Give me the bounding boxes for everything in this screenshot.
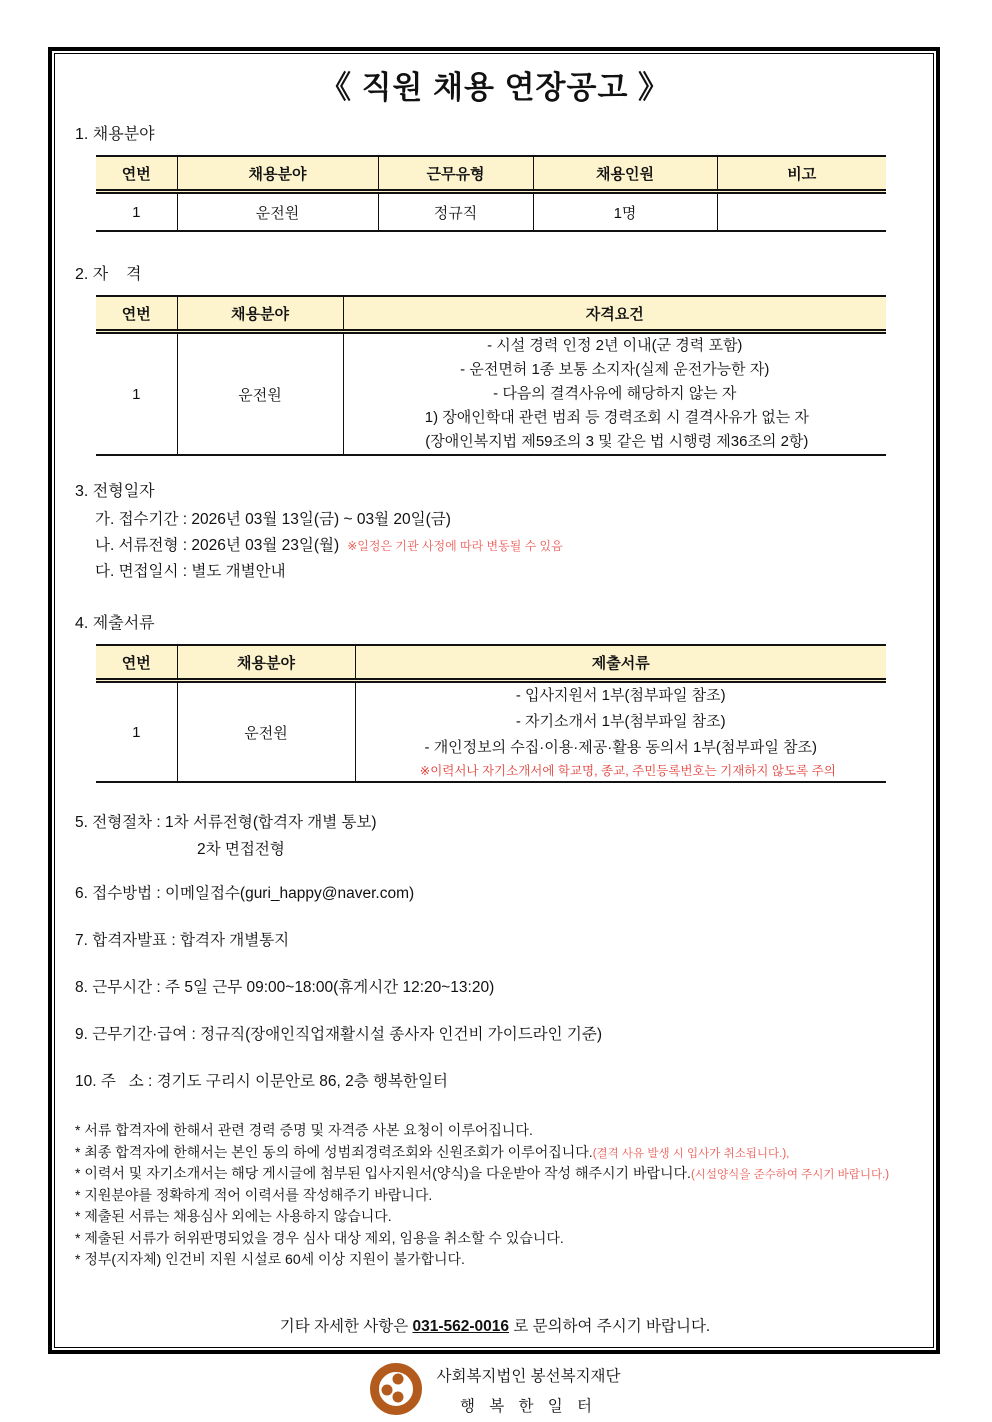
- col-header-worktype: 근무유형: [378, 156, 533, 192]
- note-text: * 정부(지자체) 인건비 지원 시설로 60세 이상 지원이 불가합니다.: [75, 1251, 465, 1267]
- section6-line: 6. 접수방법 : 이메일접수(guri_happy@naver.com): [75, 885, 415, 902]
- organization-text: [437, 1362, 621, 1422]
- page-content: [54, 53, 934, 1415]
- organization-name: 사회복지법인 봉선복지재단: [436, 1367, 621, 1385]
- schedule-text: 나. 서류전형 : 2026년 03월 23일(월): [95, 537, 340, 554]
- document-line: - 자기소개서 1부(첨부파일 참조): [515, 713, 726, 730]
- cell-remark: [717, 192, 886, 232]
- section2-heading: 2. 자 격: [75, 266, 142, 283]
- section7-line: 7. 합격자발표 : 합격자 개별통지: [75, 932, 290, 949]
- table-row: [96, 192, 886, 232]
- qualification-table: [96, 295, 886, 456]
- col-header-field: 채용분야: [177, 156, 378, 192]
- schedule-item: [95, 533, 915, 559]
- col-header-headcount: 채용인원: [533, 156, 717, 192]
- note-text: * 제출된 서류는 채용심사 외에는 사용하지 않습니다.: [75, 1208, 392, 1224]
- section9-line: 9. 근무기간·급여 : 정규직(장애인직업재활시설 종사자 인건비 가이드라인 기준): [75, 1026, 603, 1043]
- col-header-no: 연번: [96, 156, 177, 192]
- recruitment-field-table: [96, 155, 886, 232]
- schedule-list: [75, 507, 915, 585]
- note-item: [75, 1164, 915, 1186]
- note-item: [75, 1207, 915, 1229]
- note-text: * 서류 합격자에 한해서 관련 경력 증명 및 자격증 사본 요청이 이루어집니다.: [75, 1122, 533, 1138]
- note-text: * 최종 합격자에 한해서는 본인 동의 하에 성범죄경력조회와 신원조회가 이루어집니다.: [75, 1143, 593, 1160]
- col-header-no: 연번: [96, 296, 177, 332]
- table-header-row: [96, 156, 886, 192]
- contact-suffix: 로 문의하여 주시기 바랍니다.: [509, 1317, 711, 1335]
- qualification-line: 1) 장애인학대 관련 범죄 등 경력조회 시 결격사유가 없는 자: [420, 409, 809, 426]
- cell-worktype: 정규직: [378, 192, 533, 232]
- cell-headcount: 1명: [533, 192, 717, 232]
- document-line: - 입사지원서 1부(첨부파일 참조): [515, 687, 726, 704]
- schedule-item: [95, 507, 915, 533]
- col-header-no: 연번: [96, 645, 177, 681]
- note-red-text: (시설양식을 준수하여 주시기 바랍니다.): [690, 1169, 890, 1181]
- note-item: [75, 1186, 915, 1208]
- col-header-qualification: 자격요건: [343, 296, 886, 332]
- col-header-field: 채용분야: [177, 645, 355, 681]
- col-header-remark: 비고: [717, 156, 886, 192]
- cell-no: 1: [96, 681, 177, 783]
- schedule-red-note: ※일정은 기관 사정에 따라 변동될 수 있음: [347, 539, 563, 553]
- cell-qualification: [343, 332, 886, 456]
- documents-table: [96, 644, 886, 783]
- phone-number: 031-562-0016: [412, 1317, 510, 1335]
- cell-documents: [355, 681, 886, 783]
- schedule-text: 다. 면접일시 : 별도 개별안내: [95, 563, 286, 580]
- cell-field: 운전원: [177, 332, 343, 456]
- table-row: [96, 681, 886, 783]
- contact-prefix: 기타 자세한 사항은: [279, 1317, 413, 1335]
- section5-line2: 2차 면접전형: [197, 841, 285, 858]
- cell-field: 운전원: [177, 681, 355, 783]
- table-row: [96, 332, 886, 456]
- note-item: [75, 1121, 915, 1143]
- section3-heading: 3. 전형일자: [75, 483, 155, 500]
- contact-line: [75, 1314, 915, 1336]
- organization-block: [75, 1362, 915, 1422]
- qualification-line: (장애인복지법 제59조의 3 및 같은 법 시행령 제36조의 2항): [421, 433, 809, 450]
- note-item: [75, 1250, 915, 1272]
- schedule-text: 가. 접수기간 : 2026년 03월 13일(금) ~ 03월 20일(금): [95, 511, 451, 528]
- note-text: * 이력서 및 자기소개서는 해당 게시글에 첨부된 입사지원서(양식)을 다운받아 작성 해주시기 바랍니다.: [75, 1165, 691, 1181]
- note-red-text: (결격 사유 발생 시 입사가 취소됩니다.),: [592, 1147, 790, 1160]
- note-text: * 지원분야를 정확하게 적어 이력서를 작성해주기 바랍니다.: [75, 1186, 433, 1203]
- note-text: * 제출된 서류가 허위판명되었을 경우 심사 대상 제외, 임용을 취소할 수 있습니다.: [75, 1229, 564, 1246]
- document-line: - 개인정보의 수집·이용·제공·활용 동의서 1부(첨부파일 참조): [424, 739, 817, 756]
- section10-line: 10. 주 소 : 경기도 구리시 이문안로 86, 2층 행복한일터: [75, 1073, 448, 1090]
- page-border: [48, 47, 940, 1415]
- organization-subname: 행 복 한 일 터: [459, 1397, 598, 1415]
- table-header-row: [96, 645, 886, 681]
- notes-list: [75, 1121, 915, 1272]
- cell-field: 운전원: [177, 192, 378, 232]
- table-header-row: [96, 296, 886, 332]
- col-header-field: 채용분야: [177, 296, 343, 332]
- cell-no: 1: [96, 332, 177, 456]
- foundation-logo-icon: [370, 1363, 422, 1420]
- documents-warning: ※이력서나 자기소개서에 학교명, 종교, 주민등록번호는 기재하지 않도록 주의: [419, 764, 836, 778]
- section8-line: 8. 근무시간 : 주 5일 근무 09:00~18:00(휴게시간 12:20~13:20): [75, 979, 495, 996]
- col-header-documents: 제출서류: [355, 645, 886, 681]
- cell-no: 1: [96, 192, 177, 232]
- note-item: [75, 1229, 915, 1251]
- section4-heading: 4. 제출서류: [75, 615, 155, 632]
- note-item: [75, 1143, 915, 1165]
- schedule-item: [95, 559, 915, 585]
- page-title: 《 직원 채용 연장공고 》: [319, 70, 671, 105]
- section1-heading: 1. 채용분야: [75, 126, 155, 143]
- section5-line1: 5. 전형절차 : 1차 서류전형(합격자 개별 통보): [75, 814, 377, 831]
- qualification-line: - 시설 경력 인정 2년 이내(군 경력 포함): [487, 337, 743, 354]
- qualification-line: - 운전면허 1종 보통 소지자(실제 운전가능한 자): [460, 361, 770, 378]
- qualification-line: - 다음의 결격사유에 해당하지 않는 자: [493, 385, 737, 402]
